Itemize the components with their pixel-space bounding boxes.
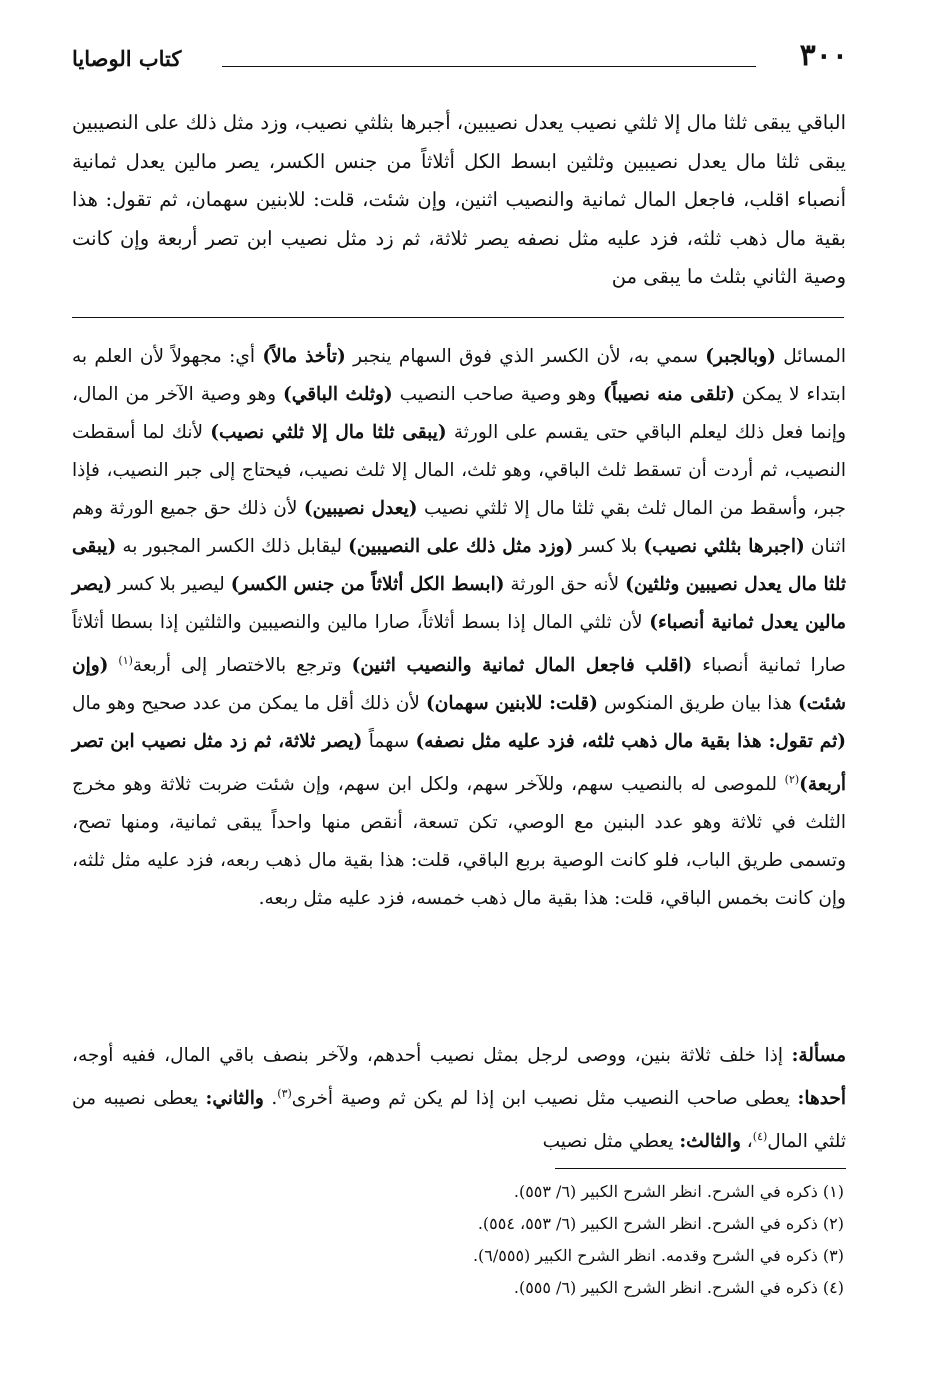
footnote-divider [555,1168,846,1169]
bold-run: (يصر مالين يعدل ثمانية أنصباء) [72,574,847,633]
bold-run: (وإن شئت) [72,655,847,715]
footnotes [72,1176,844,1304]
bold-run: والثاني: [205,1088,264,1110]
bold-run: مسألة: [791,1045,846,1066]
bold-run: أحدها: [797,1088,847,1110]
text-run: . [263,1088,278,1110]
bold-run: والثالث: [679,1131,741,1153]
text-run: لأن ذلك أقل ما يمكن من عدد صحيح وهو مال [72,693,426,715]
bold-run: (اقلب فاجعل المال ثمانية والنصيب اثنين) [351,655,693,677]
footnote-4: (٤) ذكره في الشرح. انظر الشرح الكبير (٦/ ٥٥٥). [513,1278,844,1297]
footnote-marker: (١) [118,654,133,667]
footnote-3: (٣) ذكره في الشرح وقدمه. انظر الشرح الكبير (٦/٥٥٥). [472,1246,844,1265]
text-run: لأن ثلثي المال إذا بسط أثلاثاً، صارا مالين والنصيبين والثلثين إذا بسطا أثلاثاً صارا ثمانية أنصباء [72,612,846,677]
bold-run: (تلقى منه نصيباً) [602,384,735,405]
page-header [72,38,848,78]
bold-run: (وبالجبر) [705,346,776,367]
text-run: سمي به، لأن الكسر الذي فوق السهام ينجبر [345,346,706,367]
text-run: وترجع بالاختصار إلى أربعة [132,655,352,677]
footnote-marker: (٤) [752,1130,768,1144]
text-run: لأنه حق الورثة [504,574,626,595]
text-run: يعطي مثل نصيب [542,1131,680,1153]
commentary-text [72,338,846,918]
text-run [108,655,118,676]
text-run: إذا خلف ثلاثة بنين، ووصى لرجل بمثل نصيب أحدهم، ولآخر بنصف باقي المال، ففيه أوجه، [72,1045,792,1066]
book-title: كتاب الوصايا [72,46,182,71]
bold-run: (يعدل نصيبين) [303,498,418,519]
text-run: هذا بيان طريق المنكوس [597,693,798,715]
text-run: ليصير بلا كسر [112,574,231,595]
bold-run: (ثم تقول: هذا بقية مال ذهب ثلثه، فزد عليه مثل نصفه) [415,731,847,753]
footnote-marker: (٣) [277,1087,292,1100]
bold-run: (قلت: للابنين سهمان) [425,693,598,715]
masala-paragraph [72,1037,846,1161]
text-run: لأن ذلك حق جميع الورثة وهم اثنان [72,498,846,557]
text-run: للموصى له بالنصيب سهم، وللآخر سهم، ولكل ابن سهم، وإن شئت ضربت ثلاثة وهو مخرج الثلث في ثلاثة وهو عدد البنين مع الوصي، تكن تسعة، أنقص منها واحداً يبقى ثمانية، ومنها تصح، وتسمى طريق الباب، فلو كانت الوصية بربع الباقي، قلت: هذا بقية مال ذهب ربعه، فزد عليه مثل ثلثه، وإن كانت بخمس الباقي، قلت: هذا بقية مال ذهب خمسه، فزد عليه مثل ربعه. [72,774,846,910]
text-run: ليقابل ذلك الكسر المجبور به [116,536,349,557]
text-run: يعطى صاحب النصيب مثل نصيب ابن إذا لم يكن ثم وصية أخرى [291,1088,798,1110]
bold-run: (وثلث الباقي) [283,384,393,405]
bold-run: (يصر ثلاثة، ثم زد مثل نصيب ابن تصر أربعة) [72,731,846,796]
text-run: بلا كسر [573,536,644,557]
main-text: الباقي يبقى ثلثا مال إلا ثلثي نصيب يعدل نصيبين، أجبرها بثلثي نصيب، وزد مثل ذلك على النصيبين يبقى ثلثا مال يعدل نصيبين وثلثين ابسط الكل أثلاثاً من جنس الكسر، يصر مالين يعدل ثمانية أنصباء اقلب، فاجعل المال ثمانية والنصيب اثنين، وإن شئت، قلت: للابنين سهمان، ثم تقول: هذا بقية مال ذهب ثلثه، فزد عليه مثل نصفه يصر ثلاثة، ثم زد مثل نصيب ابن تصر أربعة وإن كانت وصية الثاني بثلث ما يبقى من [72,111,846,288]
bold-run: (تأخذ مالاً) [262,346,346,367]
footnote-1: (١) ذكره في الشرح. انظر الشرح الكبير (٦/ ٥٥٣). [513,1182,844,1201]
text-run: المسائل [775,346,847,367]
text-run: ، [740,1131,753,1153]
footnote-marker: (٢) [784,773,800,787]
header-rule [222,66,756,67]
bold-run: (ابسط الكل أثلاثاً من جنس الكسر) [230,574,505,595]
bold-run: (يبقى ثلثا مال يعدل نصيبين وثلثين) [72,536,847,595]
text-divider [72,317,844,318]
text-run: لأنك لما أسقطت النصيب، ثم أردت أن تسقط ثلث الباقي، وهو ثلث، المال إلا ثلث نصيب، فيحتاج إلى جبر النصيب، فإذا جبر، وأسقط من المال ثلث بقي ثلثا مال إلا ثلثي نصيب [72,422,846,519]
footnote-2: (٢) ذكره في الشرح. انظر الشرح الكبير (٦/ ٥٥٣، ٥٥٤). [477,1214,844,1233]
bold-run: (وزد مثل ذلك على النصيبين) [348,536,574,557]
text-run: سهماً [362,731,416,753]
page-number: ٣٠٠ [799,38,848,73]
text-run: أي: مجهولاً لأن العلم به ابتداء لا يمكن [72,346,846,405]
bold-run: (يبقى ثلثا مال إلا ثلثي نصيب) [210,422,447,443]
bold-run: (اجبرها بثلثي نصيب) [643,536,805,557]
text-run: وهو وصية صاحب النصيب [392,384,603,405]
text-run: يعطى نصيبه من ثلثي المال [72,1088,846,1153]
text-run: وهو وصية الآخر من المال، وإنما فعل ذلك ليعلم الباقي حتى يقسم على الورثة [72,384,847,443]
